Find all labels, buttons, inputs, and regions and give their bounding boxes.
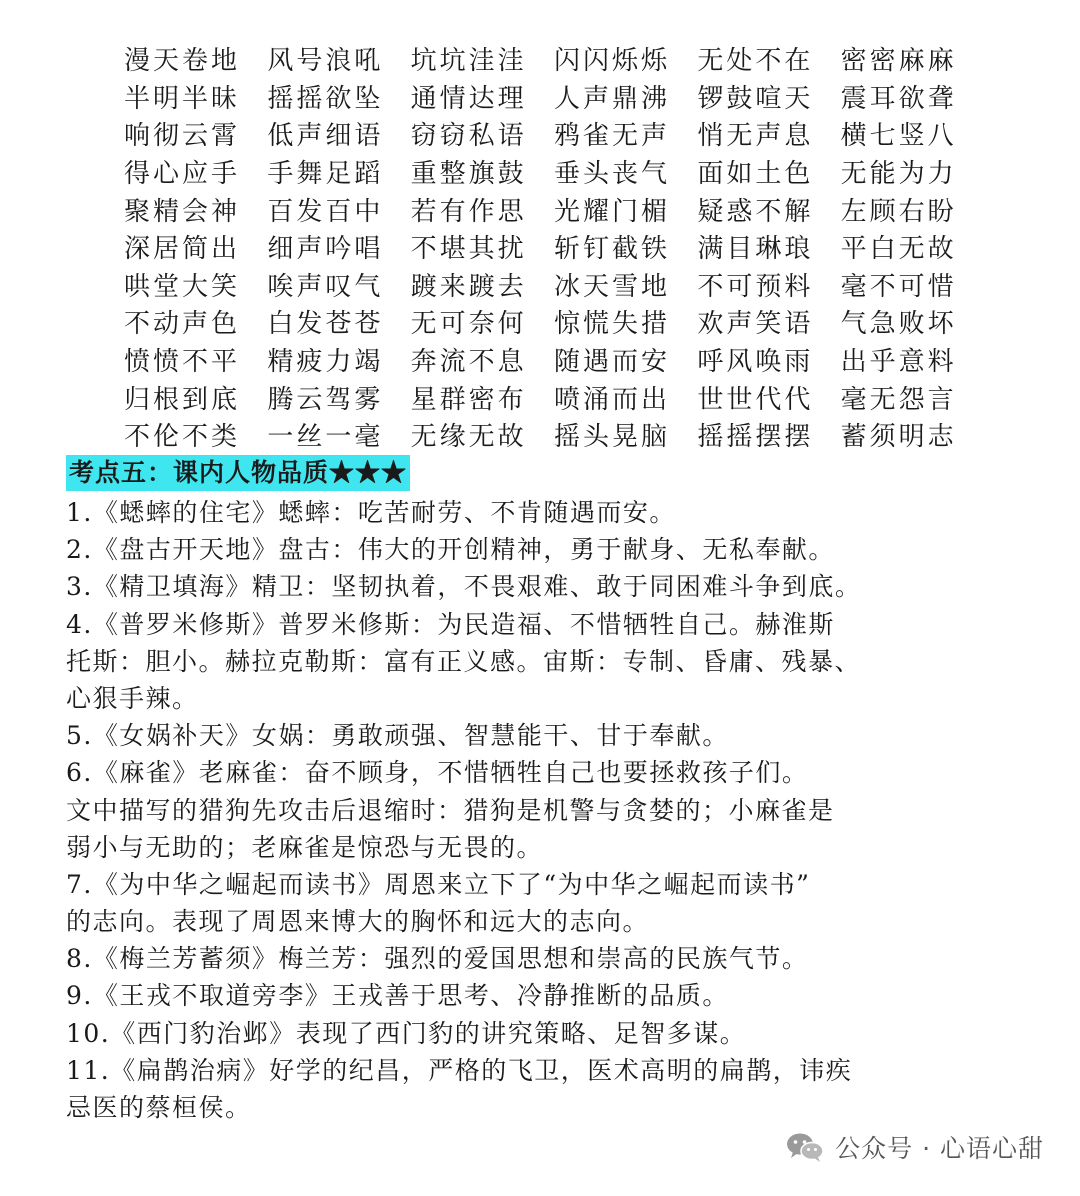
idiom-row (124, 266, 984, 304)
idiom-row (124, 153, 984, 191)
idiom: 重整旗鼓 (410, 159, 527, 190)
idiom: 低声细语 (267, 121, 384, 152)
idiom: 毫无怨言 (840, 384, 957, 415)
idiom: 满目琳琅 (697, 234, 814, 265)
idiom: 气急败坏 (840, 309, 957, 340)
watermark (785, 1127, 1044, 1167)
idiom: 通情达理 (410, 83, 527, 114)
idiom: 风号浪吼 (267, 46, 384, 77)
idiom: 不动声色 (124, 309, 241, 340)
character-qualities-list (66, 494, 946, 1126)
idiom: 深居简出 (124, 234, 241, 265)
idiom: 平白无故 (840, 234, 957, 265)
watermark-text: 公众号 · 心语心甜 (835, 1134, 1044, 1163)
idiom: 窃窃私语 (410, 121, 527, 152)
idiom: 漫天卷地 (124, 46, 241, 77)
idiom: 星群密布 (410, 384, 527, 415)
idiom: 腾云驾雾 (267, 384, 384, 415)
idiom: 摇摇摆摆 (697, 422, 814, 453)
idiom-row (124, 78, 984, 116)
idiom: 白发苍苍 (267, 309, 384, 340)
text-line: 4.《普罗米修斯》普罗米修斯：为民造福、不惜牺牲自己。赫淮斯 (66, 609, 835, 639)
idiom: 左顾右盼 (840, 196, 957, 227)
idiom: 无能为力 (840, 159, 957, 190)
idiom: 悄无声息 (697, 121, 814, 152)
idiom: 不可预料 (697, 271, 814, 302)
idiom-grid (124, 40, 984, 454)
idiom: 闪闪烁烁 (553, 46, 670, 77)
text-line: 忌医的蔡桓侯。 (66, 1093, 252, 1122)
idiom: 面如土色 (697, 159, 814, 190)
idiom: 得心应手 (124, 159, 241, 190)
text-line: 托斯：胆小。赫拉克勒斯：富有正义感。宙斯：专制、昏庸、残暴、 (66, 646, 862, 676)
idiom: 随遇而安 (553, 347, 670, 378)
idiom: 不堪其扰 (410, 234, 527, 265)
idiom: 世世代代 (697, 384, 814, 415)
text-line: 弱小与无助的；老麻雀是惊恐与无畏的。 (66, 832, 544, 862)
idiom: 一丝一毫 (267, 422, 384, 453)
idiom: 精疲力竭 (267, 347, 384, 378)
text-line: 8.《梅兰芳蓄须》梅兰芳：强烈的爱国思想和崇高的民族气节。 (66, 944, 809, 974)
idiom-row (124, 303, 984, 341)
idiom: 毫不可惜 (840, 271, 957, 302)
idiom: 锣鼓喧天 (697, 83, 814, 114)
idiom: 无处不在 (697, 46, 814, 77)
idiom: 细声吟唱 (267, 234, 384, 265)
idiom-row (124, 228, 984, 266)
text-line: 9.《王戎不取道旁李》王戎善于思考、冷静推断的品质。 (66, 981, 729, 1011)
section-title: 考点五：课内人物品质★★★ (66, 455, 410, 491)
text-line: 10.《西门豹治邺》表现了西门豹的讲究策略、足智多谋。 (66, 1018, 747, 1048)
idiom: 手舞足蹈 (267, 159, 384, 190)
idiom: 震耳欲聋 (840, 83, 957, 114)
idiom: 半明半昧 (124, 83, 241, 114)
text-line: 6.《麻雀》老麻雀：奋不顾身，不惜牺牲自己也要拯救孩子们。 (66, 758, 809, 788)
text-line: 7.《为中华之崛起而读书》周恩来立下了“为中华之崛起而读书” (66, 869, 811, 899)
text-line: 2.《盘古开天地》盘古：伟大的开创精神，勇于献身、无私奉献。 (66, 535, 835, 565)
idiom: 蓄须明志 (840, 422, 957, 453)
idiom-row (124, 115, 984, 153)
idiom: 人声鼎沸 (553, 83, 670, 114)
idiom: 愤愤不平 (124, 347, 241, 378)
text-line: 3.《精卫填海》精卫：坚韧执着，不畏艰难、敢于同困难斗争到底。 (66, 572, 862, 602)
idiom: 无可奈何 (410, 309, 527, 340)
idiom: 斩钉截铁 (553, 234, 670, 265)
idiom: 疑惑不解 (697, 196, 814, 227)
idiom: 出乎意料 (840, 347, 957, 378)
idiom-row (124, 416, 984, 454)
text-line: 5.《女娲补天》女娲：勇敢顽强、智慧能干、甘于奉献。 (66, 721, 729, 751)
idiom-row (124, 378, 984, 416)
idiom: 横七竖八 (840, 121, 957, 152)
idiom: 聚精会神 (124, 196, 241, 227)
idiom-row (124, 341, 984, 379)
wechat-icon (785, 1131, 825, 1163)
idiom: 唉声叹气 (267, 271, 384, 302)
idiom-row (124, 190, 984, 228)
idiom: 光耀门楣 (553, 196, 670, 227)
idiom: 垂头丧气 (553, 159, 670, 190)
idiom: 坑坑洼洼 (410, 46, 527, 77)
idiom: 奔流不息 (410, 347, 527, 378)
idiom: 鸦雀无声 (553, 121, 670, 152)
idiom: 若有作思 (410, 196, 527, 227)
idiom: 摇头晃脑 (553, 422, 670, 453)
idiom: 欢声笑语 (697, 309, 814, 340)
idiom: 归根到底 (124, 384, 241, 415)
idiom: 喷涌而出 (553, 384, 670, 415)
idiom: 无缘无故 (410, 422, 527, 453)
idiom: 哄堂大笑 (124, 271, 241, 302)
text-line: 文中描写的猎狗先攻击后退缩时：猎狗是机警与贪婪的；小麻雀是 (66, 795, 835, 825)
idiom: 惊慌失措 (553, 309, 670, 340)
text-line: 心狠手辣。 (66, 683, 199, 713)
text-line: 11.《扁鹊治病》好学的纪昌，严格的飞卫，医术高明的扁鹊，讳疾 (66, 1055, 853, 1085)
idiom: 百发百中 (267, 196, 384, 227)
idiom: 响彻云霄 (124, 121, 241, 152)
idiom: 密密麻麻 (840, 46, 957, 77)
idiom: 摇摇欲坠 (267, 83, 384, 114)
idiom: 踱来踱去 (410, 271, 527, 302)
idiom: 不伦不类 (124, 422, 241, 453)
text-line: 1.《蟋蟀的住宅》蟋蟀：吃苦耐劳、不肯随遇而安。 (66, 498, 676, 527)
idiom-row (124, 40, 984, 78)
idiom: 呼风唤雨 (697, 347, 814, 378)
idiom: 冰天雪地 (553, 271, 670, 302)
text-line: 的志向。表现了周恩来博大的胸怀和远大的志向。 (66, 907, 650, 937)
